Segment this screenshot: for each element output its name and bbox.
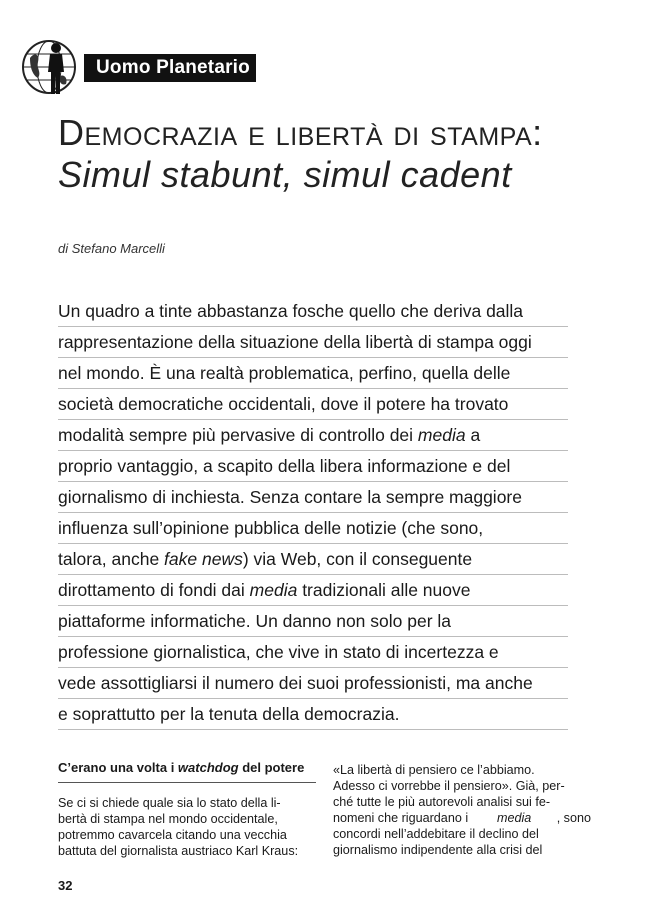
lead-italic: media [249,580,298,600]
lead-line [58,544,568,575]
lead-line: Un quadro a tinte abbastanza fosche quello che deriva dalla [58,296,568,327]
lead-text: a [465,425,481,445]
page-number: 32 [58,878,73,893]
subhead-italic: watchdog [177,760,239,775]
lead-line: giornalismo di inchiesta. Senza contare la sempre maggiore [58,482,568,513]
body-text: nomeni che riguardano i [333,811,472,825]
body-line [333,810,591,826]
lead-text: ) via Web, con il conseguente [242,549,473,569]
left-column [58,760,316,859]
lead-line: influenza sull’opinione pubblica delle notizie (che sono, [58,513,568,544]
lead-line [58,420,568,451]
lead-line [58,575,568,606]
lead-line: proprio vantaggio, a scapito della libera informazione e del [58,451,568,482]
lead-line: rappresentazione della situazione della libertà di stampa oggi [58,327,568,358]
body-line: ché tutte le più autorevoli analisi sui fe- [333,795,551,809]
globe-figure-icon [20,36,82,98]
article-title [58,112,618,196]
body-text: , sono [556,811,591,825]
lead-text: tradizionali alle nuove [297,580,471,600]
body-line: bertà di stampa nel mondo occidentale, [58,812,278,826]
title-main: Democrazia e libertà di stampa: [58,112,543,153]
lead-line: società democratiche occidentali, dove il potere ha trovato [58,389,568,420]
body-line: battuta del giornalista austriaco Karl Kraus: [58,844,299,858]
body-line: potremmo cavarcela citando una vecchia [58,828,287,842]
lead-line: nel mondo. È una realtà problematica, perfino, quella delle [58,358,568,389]
lead-line: vede assottigliarsi il numero dei suoi professionisti, ma anche [58,668,568,699]
body-line: Se ci si chiede quale sia lo stato della li- [58,796,281,810]
byline: di Stefano Marcelli [58,241,165,256]
section-subhead [58,760,316,783]
section-label: Uomo Planetario [84,54,256,82]
subhead-text: C’erano una volta i [58,760,178,775]
body-line: Adesso ci vorrebbe il pensiero». Già, per- [333,779,565,793]
lead-line: piattaforme informatiche. Un danno non solo per la [58,606,568,637]
body-line: «La libertà di pensiero ce l’abbiamo. [333,763,535,777]
lead-line: professione giornalistica, che vive in stato di incertezza e [58,637,568,668]
right-column [333,762,591,858]
body-line: giornalismo indipendente alla crisi del [333,843,543,857]
lead-paragraph [58,296,568,730]
lead-text: modalità sempre più pervasive di controllo dei [58,425,418,445]
lead-italic: media [417,425,466,445]
body-italic: media [497,811,532,825]
section-header [20,36,300,98]
lead-text: talora, anche [58,549,165,569]
title-latin: Simul stabunt, simul cadent [58,154,512,195]
subhead-text: del potere [238,760,305,775]
lead-italic: fake news [164,549,243,569]
lead-text: dirottamento di fondi dai [58,580,250,600]
lead-line: e soprattutto per la tenuta della democrazia. [58,699,568,730]
body-line: concordi nell’addebitare il declino del [333,827,539,841]
